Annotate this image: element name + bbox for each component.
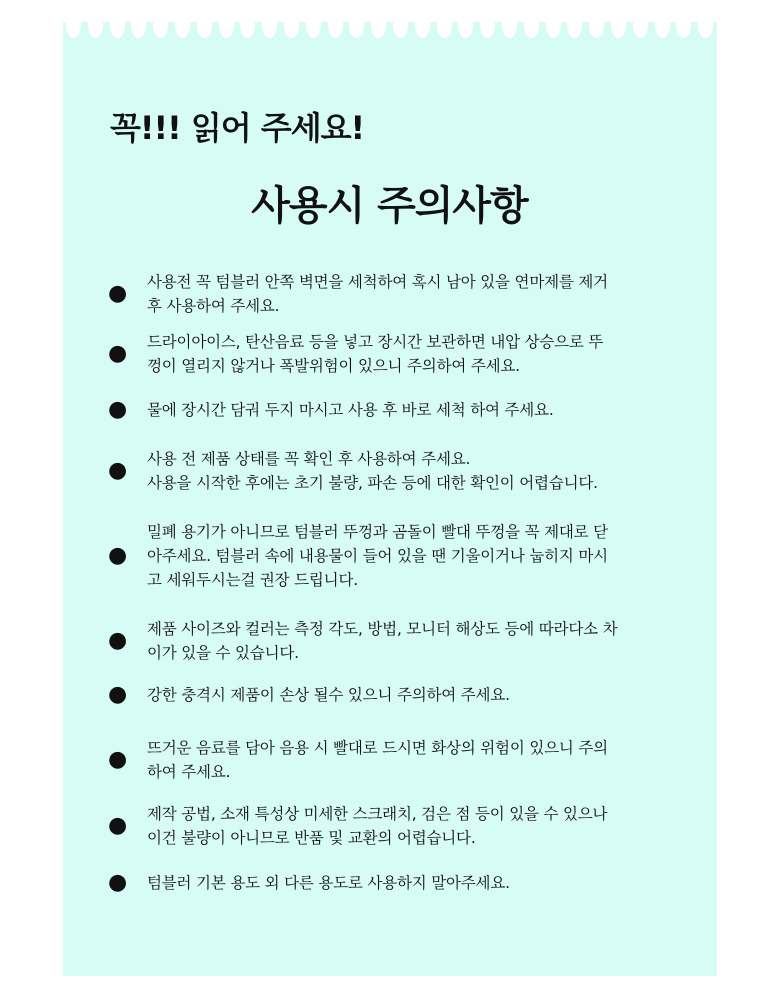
notice-line: 뜨거운 음료를 담아 음용 시 빨대로 드시면 화상의 위험이 있으니 주의 <box>147 739 608 757</box>
notice-text <box>147 398 702 422</box>
notice-text <box>147 617 702 665</box>
scallop-notch <box>698 22 713 38</box>
notice-line: 후 사용하여 주세요. <box>147 297 280 315</box>
notice-line: 사용을 시작한 후에는 초기 불량, 파손 등에 대한 확인이 어렵습니다. <box>147 474 598 492</box>
notice-line: 하여 주세요. <box>147 763 231 781</box>
bullet-icon: ● <box>108 870 128 895</box>
notice-text <box>147 802 702 850</box>
scallop-notch <box>131 22 146 38</box>
scallop-notch <box>524 22 539 38</box>
notice-item <box>102 683 702 707</box>
notice-text <box>147 330 702 378</box>
bullet-icon: ● <box>108 543 128 568</box>
scallop-notch <box>589 22 604 38</box>
scallop-notch <box>219 22 234 38</box>
notice-item <box>102 617 702 665</box>
notice-line: 껑이 열리지 않거나 폭발위험이 있으니 주의하여 주세요. <box>147 357 520 375</box>
scallop-notch <box>676 22 691 38</box>
notice-item <box>102 871 702 895</box>
bullet-icon: ● <box>108 341 128 366</box>
scallop-notch <box>328 22 343 38</box>
scallop-notch <box>393 22 408 38</box>
notice-item <box>102 736 702 784</box>
notice-line: 이건 불량이 아니므로 반품 및 교환의 어렵습니다. <box>147 829 476 847</box>
page-title: 사용시 주의사항 <box>251 183 528 229</box>
notice-item <box>102 447 702 495</box>
scallop-notch <box>633 22 648 38</box>
scallop-notch <box>175 22 190 38</box>
notice-item <box>102 398 702 422</box>
notice-line: 텀블러 기본 용도 외 다른 용도로 사용하지 말아주세요. <box>147 874 510 892</box>
scallop-notch <box>611 22 626 38</box>
bullet-icon: ● <box>108 281 128 306</box>
bullet-icon: ● <box>108 458 128 483</box>
scallop-notch <box>153 22 168 38</box>
scallop-notch <box>567 22 582 38</box>
notice-line: 제품 사이즈와 컬러는 측정 각도, 방법, 모니터 해상도 등에 따라다소 차 <box>147 620 618 638</box>
notice-text <box>147 871 702 895</box>
scallop-notch <box>502 22 517 38</box>
bullet-icon: ● <box>108 813 128 838</box>
scallop-notch <box>262 22 277 38</box>
scallop-notch <box>415 22 430 38</box>
notice-line: 사용 전 제품 상태를 꼭 확인 후 사용하여 주세요. <box>147 450 471 468</box>
notice-line: 물에 장시간 담궈 두지 마시고 사용 후 바로 세척 하여 주세요. <box>147 401 554 419</box>
notice-line: 고 세워두시는걸 권장 드립니다. <box>147 571 358 589</box>
scallop-notch <box>88 22 103 38</box>
notice-text <box>147 520 702 592</box>
scallop-notch <box>66 22 81 38</box>
scallop-notch <box>240 22 255 38</box>
bullet-icon: ● <box>108 628 128 653</box>
scallop-notch <box>655 22 670 38</box>
notice-item <box>102 802 702 850</box>
scallop-notch <box>371 22 386 38</box>
scallop-notch <box>546 22 561 38</box>
notice-text <box>147 736 702 784</box>
notice-item <box>102 270 702 318</box>
notice-line: 밀폐 용기가 아니므로 텀블러 뚜껑과 곰돌이 빨대 뚜껑을 꼭 제대로 닫 <box>147 523 608 541</box>
notice-text <box>147 270 702 318</box>
notice-line: 사용전 꼭 텀블러 안쪽 벽면을 세척하여 혹시 남아 있을 연마제를 제거 <box>147 273 608 291</box>
notice-line: 아주세요. 텀블러 속에 내용물이 들어 있을 땐 기울이거나 눕히지 마시 <box>147 547 608 565</box>
scallop-notch <box>306 22 321 38</box>
notice-item <box>102 330 702 378</box>
scallop-notch <box>349 22 364 38</box>
notice-line: 제작 공법, 소재 특성상 미세한 스크래치, 검은 점 등이 있을 수 있으나 <box>147 805 608 823</box>
scallop-notch <box>284 22 299 38</box>
scallop-notch <box>197 22 212 38</box>
notice-text <box>147 447 702 495</box>
scallop-notch <box>480 22 495 38</box>
bullet-icon: ● <box>108 747 128 772</box>
scallop-notch <box>110 22 125 38</box>
notice-line: 강한 충격시 제품이 손상 될수 있으니 주의하여 주세요. <box>147 686 510 704</box>
bullet-icon: ● <box>108 682 128 707</box>
notice-item <box>102 520 702 592</box>
read-me-heading: 꼭!!! 읽어 주세요! <box>110 109 365 147</box>
notice-line: 드라이아이스, 탄산음료 등을 넣고 장시간 보관하면 내압 상승으로 뚜 <box>147 333 604 351</box>
bullet-icon: ● <box>108 397 128 422</box>
scallop-notch <box>458 22 473 38</box>
notice-text <box>147 683 702 707</box>
scallop-notch <box>437 22 452 38</box>
notice-line: 이가 있을 수 있습니다. <box>147 644 299 662</box>
scalloped-edge <box>63 22 717 44</box>
